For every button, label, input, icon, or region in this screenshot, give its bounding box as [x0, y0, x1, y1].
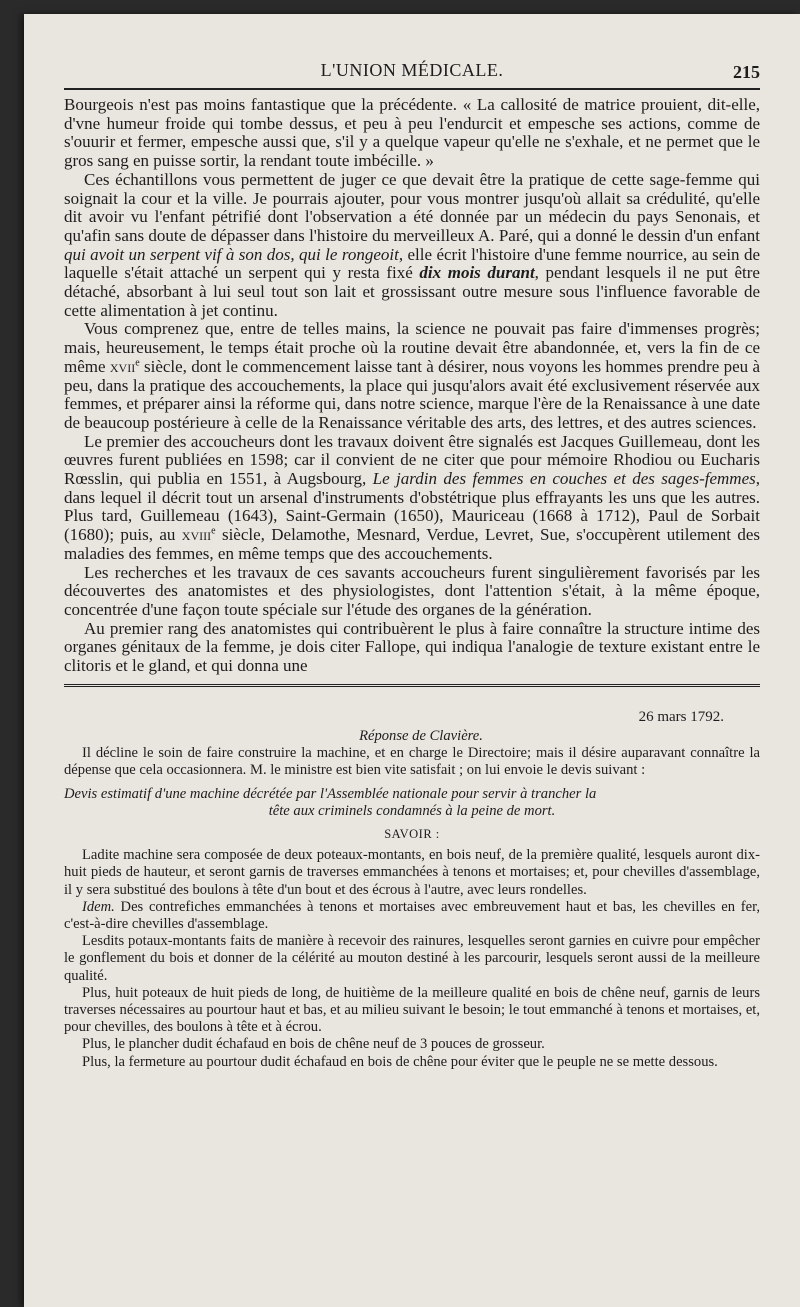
devis-title-continued: tête aux criminels condamnés à la peine de mort. [268, 802, 556, 819]
paragraph-2: Ces échantillons vous permettent de juger ce que devait être la pratique de cette sage-femme qui soignait la cour et la ville. Je pourrais ajouter, pour vous montrer jusqu'où allait sa crédulité, qu'elle dit avoir vu l'enfant pétrifié dont l'observation a été donnée par un médecin du pays Senonais, et qu'afin sans doute de dépasser dans l'histoire du merveilleux A. Paré, qui a donné le dessin d'un enfant qui avoit un serpent vif à son dos, qui le rongeoit, elle écrit l'histoire d'une femme nourrice, au sein de laquelle s'était attaché un serpent qui y resta fixé dix mois durant, pendant lesquels il ne put être détaché, absorbant à lui seul tout son lait et grossissant outre mesure sous l'influence favorable de cette alimentation à jet continu. [64, 169, 760, 320]
footnote-paragraph-2: Ladite machine sera composée de deux poteaux-montants, en bois neuf, de la première qualité, lesquels auront dix-huit pieds de hauteur, et seront garnis de traverses emmanchées à tenons et mortaises; et, pour chevilles d'assemblage, il y sera substitué des boulons à tête d'un bout et des écrous à l'autre, avec leurs rondelles. [64, 847, 760, 898]
header-rule [64, 88, 760, 90]
footnote-paragraph-3: Idem. Des contrefiches emmanchées à tenons et mortaises avec embreuvement haut et bas, les chevilles en fer, c'est-à-dire chevilles d'assemblage. [64, 898, 760, 933]
devis-title: Devis estimatif d'une machine décrétée par l'Assemblée nationale pour servir à trancher la [64, 785, 597, 802]
paragraph-6: Au premier rang des anatomistes qui contribuèrent le plus à faire connaître la structure intime des organes génitaux de la femme, je dois citer Fallope, qui indiqua l'analogie de texture existant entre le clitoris et le gland, et qui donna une [64, 618, 760, 676]
footnote-paragraph-1: Il décline le soin de faire construire la machine, et en charge le Directoire; mais il désire auparavant connaître la dépense que cela occasionnera. M. le ministre est bien vite satisfait ; on lui envoie le devis suivant : [64, 745, 760, 779]
paragraph-4: Le premier des accoucheurs dont les travaux doivent être signalés est Jacques Guillemeau, dont les œuvres furent publiées en 1598; car il convient de ne citer que pour mémoire Rhodiou ou Eucharis Rœsslin, qui publia en 1551, à Augsbourg, Le jardin des femmes en couches et des sages-femmes, dans lequel il décrit tout un arsenal d'instruments d'obstétrique plus effrayants les uns que les autres. Plus tard, Guillemeau (1643), Saint-Germain (1650), Mauriceau (1668 à 1712), Paul de Sorbait (1680); puis, au xviii$^e$ siècle, Delamothe, Mesnard, Verdue, Levret, Sue, s'occupèrent utilement des maladies des femmes, en même temps que des accouchements. [64, 431, 760, 563]
footnote-paragraph-4: Lesdits potaux-montants faits de manière à recevoir des rainures, lesquelles seront garnies en cuivre pour empêcher le gonflement du bois et donner de la célérité au mouton destiné à les parcourir, lesquels seront aussi de la meilleure qualité. [64, 933, 760, 984]
footnote-paragraph-7: Plus, la fermeture au pourtour dudit échafaud en bois de chêne pour éviter que le peuple ne se mette dessous. [82, 1053, 718, 1070]
footnote-date: 26 mars 1792. [638, 708, 724, 725]
running-title: L'UNION MÉDICALE. [320, 60, 504, 80]
paragraph-3: Vous comprenez que, entre de telles mains, la science ne pouvait pas faire d'immenses progrès; mais, heureusement, le temps était proche où la routine devait être abandonnée, et, vers la fin de ce même xvii$^e$ siècle, dont le commencement laisse tant à désirer, nous voyons les hommes prendre peu à peu, dans la pratique des accouchements, la place qui jusqu'alors avait été exclusivement réservée aux femmes, et préparer ainsi la réforme qui, dans notre science, marque l'ère de la Renaissance à une date de beaucoup postérieure à celle de la Renaissance véritable des arts, des lettres, et des autres sciences. [64, 319, 760, 432]
page-number: 215 [733, 62, 760, 82]
main-text [64, 96, 760, 676]
paragraph-1: Bourgeois n'est pas moins fantastique que la précédente. « La callosité de matrice prouient, dit-elle, d'vne humeur froide qui tombe dessus, et peu à peu l'endurcit et empesche ses actions, comme de s'ouurir et fermer, empesche aussi que, s'il y a quelque vapeur qu'elle ne s'exhale, et ne permet que le gros sang en puisse sortir, la rendant toute imbécille. » [64, 95, 760, 171]
paragraph-5: Les recherches et les travaux de ces savants accoucheurs furent singulièrement favorisés par les découvertes des anatomistes et des physiologistes, dont l'attention s'était, à la même époque, concentrée d'une façon toute spéciale sur l'étude des organes de la génération. [64, 562, 760, 619]
page-content [64, 56, 760, 1071]
reply-heading: Réponse de Clavière. [359, 728, 483, 744]
footnote-separator [64, 684, 760, 689]
book-page [24, 14, 800, 1307]
footnote-block [64, 709, 760, 1071]
footnote-paragraph-5: Plus, huit poteaux de huit pieds de long, de huitième de la meilleure qualité en bois de chêne neuf, garnis de leurs traverses nécessaires au pourtour haut et bas, et au milieu suivant le besoin; le tout emmanché à tenons et mortaises, et, pour chevilles, des boulons à tête et à écrou. [64, 984, 760, 1036]
footnote-paragraph-6: Plus, le plancher dudit échafaud en bois de chêne neuf de 3 pouces de grosseur. [82, 1036, 545, 1053]
savoir-heading: SAVOIR : [384, 827, 440, 842]
page-header [64, 56, 760, 86]
